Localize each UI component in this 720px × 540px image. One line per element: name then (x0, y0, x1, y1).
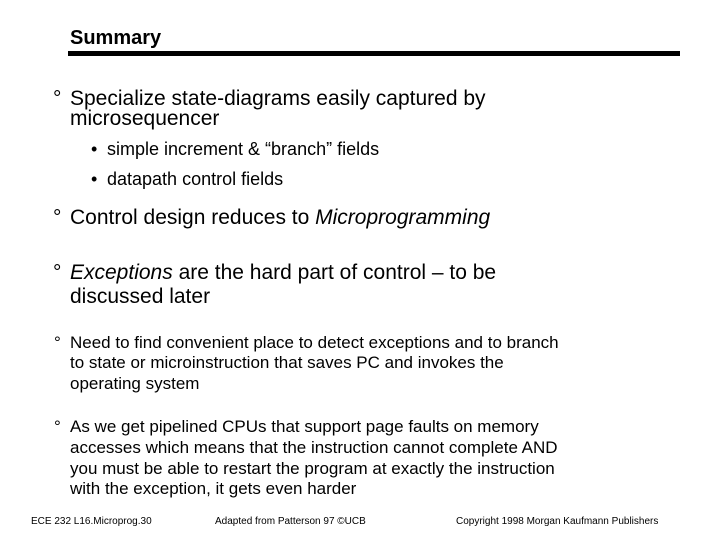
bullet-marker: ° (54, 333, 61, 352)
bullet-text: operating system (70, 374, 200, 393)
bullet-text: with the exception, it gets even harder (70, 479, 357, 498)
bullet-pipelined (54, 416, 539, 437)
bullet-find-place-cont (70, 373, 199, 394)
sub-bullet-datapath (91, 169, 284, 190)
bullet-marker: ° (53, 87, 62, 110)
bullet-emphasis: Exceptions (70, 261, 173, 284)
sub-bullet-marker: • (91, 139, 98, 159)
bullet-find-place-cont (70, 352, 504, 373)
bullet-text: Specialize state-diagrams easily captured by (70, 87, 486, 110)
footer-copyright: Copyright 1998 Morgan Kaufmann Publishers (456, 516, 659, 527)
bullet-marker: ° (53, 206, 62, 229)
bullet-control-design (53, 206, 491, 230)
bullet-marker: ° (53, 261, 62, 284)
bullet-emphasis: Microprogramming (315, 206, 491, 229)
bullet-text: Need to find convenient place to detect exceptions and to branch (70, 333, 559, 352)
bullet-text: to state or microinstruction that saves PC and invokes the (70, 353, 504, 372)
sub-bullet-text: datapath control fields (107, 169, 284, 189)
sub-bullet-marker: • (91, 169, 98, 189)
bullet-pipelined-cont (70, 478, 356, 499)
bullet-pipelined-cont (70, 437, 558, 458)
bullet-exceptions-cont (70, 285, 210, 309)
bullet-text: microsequencer (70, 107, 220, 130)
bullet-text: are the hard part of control – to be (172, 261, 497, 284)
sub-bullet-text: simple increment & “branch” fields (107, 139, 380, 159)
bullet-text: accesses which means that the instruction cannot complete AND (70, 438, 558, 457)
footer-course: ECE 232 L16.Microprog.30 (31, 516, 152, 527)
slide-title: Summary (70, 27, 162, 49)
bullet-text: Control design reduces to (70, 206, 316, 229)
bullet-text: discussed later (70, 285, 211, 308)
title-underline (68, 51, 680, 56)
bullet-exceptions (53, 261, 497, 285)
bullet-text: you must be able to restart the program at exactly the instruction (70, 459, 555, 478)
bullet-find-place (54, 332, 559, 353)
bullet-pipelined-cont (70, 458, 555, 479)
sub-bullet-increment (91, 139, 380, 160)
bullet-text: As we get pipelined CPUs that support page faults on memory (70, 417, 539, 436)
footer-adapted: Adapted from Patterson 97 ©UCB (215, 516, 366, 527)
bullet-marker: ° (54, 417, 61, 436)
bullet-specialize-cont (70, 107, 219, 131)
